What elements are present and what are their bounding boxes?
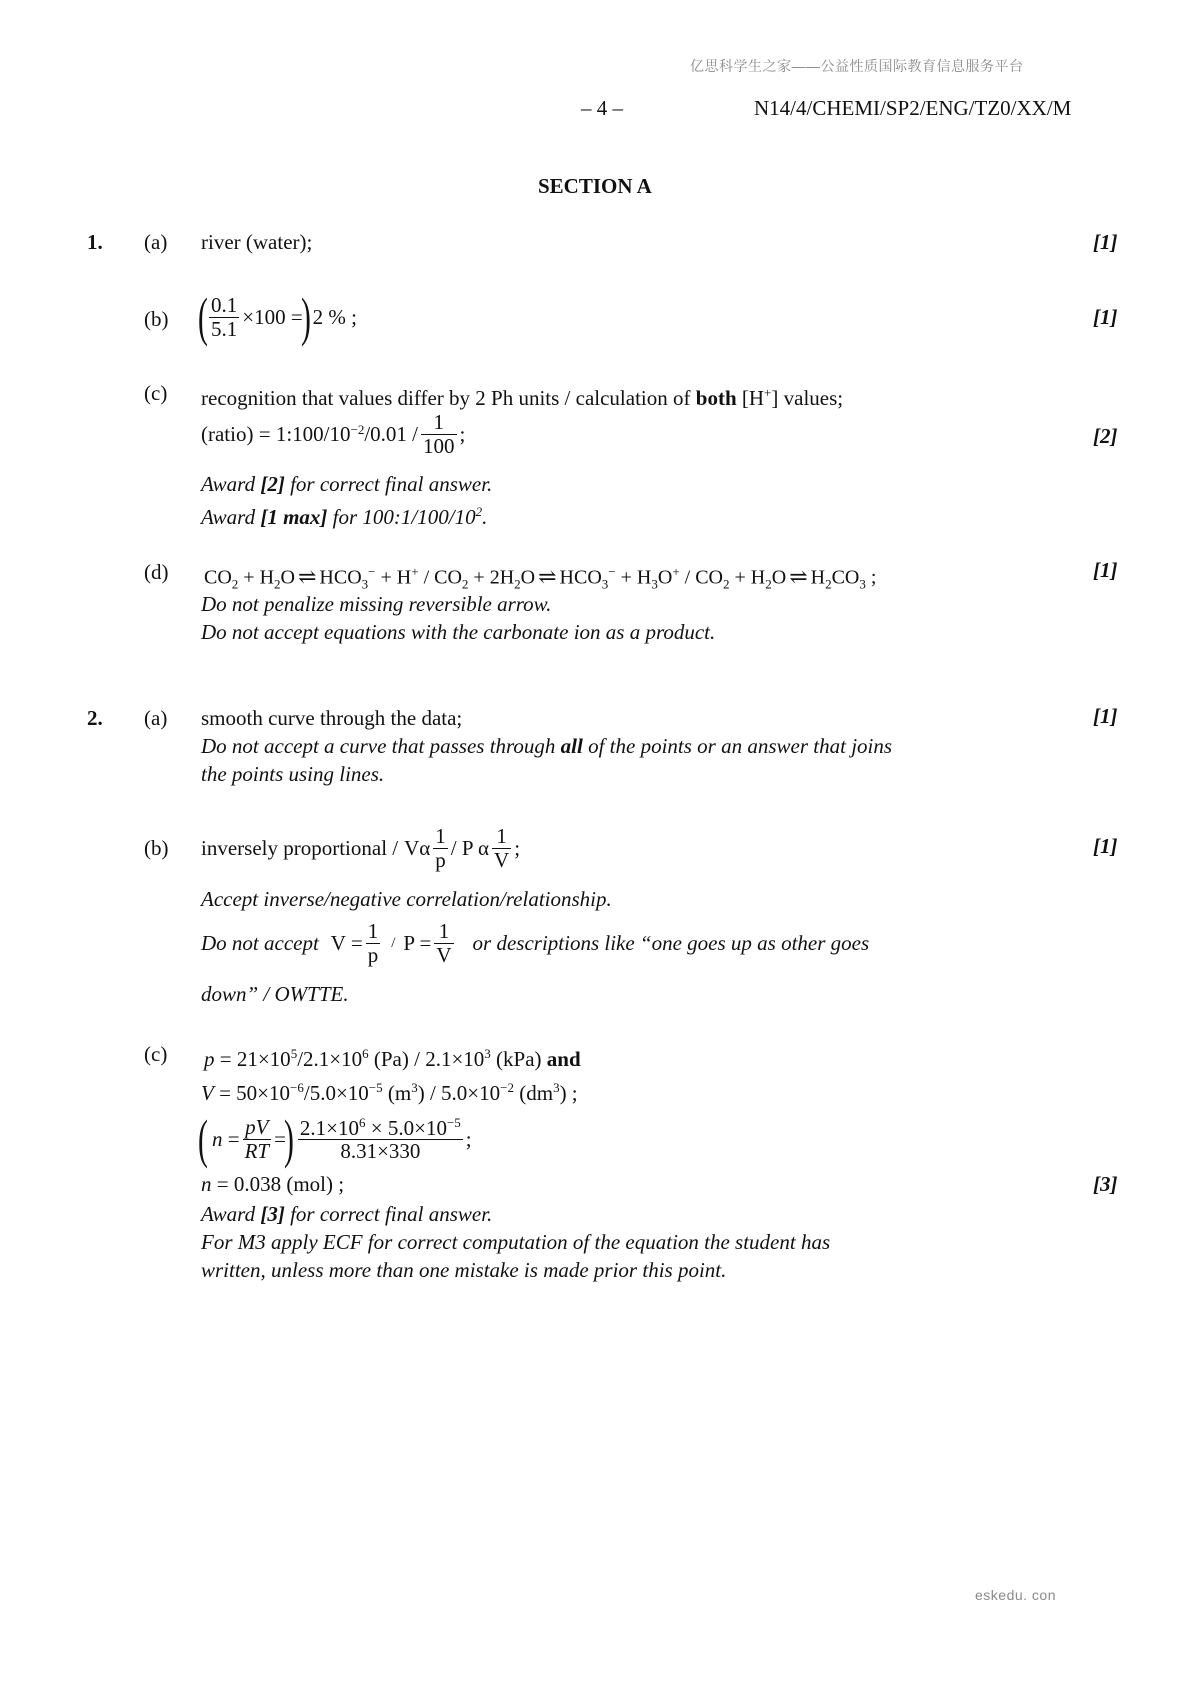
q2b-frac2: $\frac{1}{V}$	[494, 824, 510, 872]
watermark-bottom: eskedu. con	[975, 1587, 1056, 1603]
paren-close: )	[300, 286, 311, 347]
q1c-ratio-sup: −2	[350, 422, 365, 437]
q1c-ratio-pre: (ratio) = 1:100/10	[201, 422, 351, 446]
q2c-note1-bold: [3]	[260, 1202, 285, 1226]
q1c-ratio-den: 100	[423, 433, 455, 458]
section-title: SECTION A	[538, 174, 652, 198]
q2b-note2-pre: Do not accept	[201, 931, 319, 955]
q2b-note1: Accept inverse/negative correlation/relationship.	[201, 887, 612, 911]
q2b-note3: down” / OWTTE.	[201, 982, 349, 1006]
q1c-note1-pre: Award	[201, 472, 261, 496]
q2c-note1	[201, 1200, 492, 1228]
q2c-frac-calc: $\frac{2.1\times 10^6 \times 5.0\times 10^{-5}}{8.31\times 330}$	[299, 1114, 461, 1163]
q1d-label: (d)	[144, 560, 169, 584]
q2c-line2: $V = 50\times 10^{-6}/5.0\times 10^{-5}$ $(m^3) / 5.0\times 10^{-2}$ $(dm^3)$ ;	[201, 1080, 578, 1105]
q2c-and: and	[546, 1047, 581, 1071]
q1d-note1: Do not penalize missing reversible arrow.	[201, 592, 552, 616]
q2c-paren-close: )	[283, 1108, 294, 1169]
q1b-label: (b)	[144, 307, 169, 331]
q2c-line3: ( n = $\frac{pV}{RT}$ = ) $\frac{2.1\times 10^6 \times 5.0\times 10^{-5}}{8.31\times 330}$ ;	[198, 1108, 472, 1169]
q1a-mark: [1]	[1093, 230, 1118, 254]
question-1-number: 1.	[87, 230, 103, 254]
q1c-note1	[201, 470, 492, 498]
q1a-label: (a)	[144, 230, 168, 254]
q1c-label: (c)	[144, 381, 168, 405]
q2c-frac-pv-rt: $\frac{pV}{RT}$	[244, 1115, 270, 1163]
q1d-mark: [1]	[1093, 558, 1118, 582]
page-number: – 4 –	[581, 96, 623, 120]
q2c-mark: [3]	[1093, 1172, 1118, 1196]
q1b-denominator: 5.1	[210, 316, 238, 341]
q2b-answer: inversely proportional / Vα $\frac{1}{p}$ / P α $\frac{1}{V}$ ;	[201, 824, 521, 872]
q1c-note1-post: for correct final answer.	[284, 472, 493, 496]
q2b-mark: [1]	[1093, 834, 1118, 858]
q1c-note1-bold: [2]	[260, 472, 285, 496]
q1d-note2: Do not accept equations with the carbonate ion as a product.	[201, 620, 716, 644]
q1a-answer: river (water);	[201, 230, 313, 254]
q1c-line1-sup: +	[764, 385, 772, 400]
q2b-note-frac1: $\frac{1}{p}$	[367, 919, 379, 967]
q1b-mark: [1]	[1093, 305, 1118, 329]
q2b-note-frac2: $\frac{1}{V}$	[436, 919, 452, 967]
q2c-label: (c)	[144, 1042, 168, 1066]
q1c-ratio	[201, 406, 465, 462]
q2a-note1	[201, 732, 892, 760]
q1b-numerator: 0.1	[210, 293, 238, 318]
q2a-answer: smooth curve through the data;	[201, 706, 463, 730]
q2c-note3: written, unless more than one mistake is made prior this point.	[201, 1258, 727, 1282]
paren-open: (	[198, 286, 208, 347]
q1b-answer	[200, 282, 357, 352]
q2a-note1-bold: all	[560, 734, 583, 758]
q1c-line1-text: recognition that values differ by 2 Ph units / calculation of	[201, 386, 696, 410]
q2c-note2: For M3 apply ECF for correct computation of the equation the student has	[201, 1230, 831, 1254]
q2b-answer-text: inversely proportional /	[201, 836, 399, 860]
q1c-note2-end: .	[482, 505, 488, 529]
q2c-note1-pre: Award	[201, 1202, 261, 1226]
q1c-note2-post: for 100:1/100/10	[327, 505, 476, 529]
q1c-note2	[201, 498, 487, 531]
q1c-mark: [2]	[1093, 424, 1118, 448]
q2b-label: (b)	[144, 836, 169, 860]
q1c-line1-h: [H	[736, 386, 765, 410]
q1c-note2-sup: 2	[475, 504, 483, 519]
q1d-equations: $CO_2 + H_2O$ ⇌ $HCO_3^- + H^+ / CO_2 + 2H_2O$ ⇌ $HCO_3^- + H_3O^+ / CO_2 + H_2O$ ⇌ $H_2CO_3$ ;	[204, 563, 877, 592]
q1c-note2-pre: Award	[201, 505, 261, 529]
q2b-note2-post: or descriptions like “one goes up as other goes	[472, 931, 870, 955]
q1c-ratio-mid: /0.01 /	[364, 422, 418, 446]
q1c-ratio-end: ;	[459, 422, 466, 446]
q2a-note1-post: of the points or an answer that joins	[582, 734, 893, 758]
q1b-fraction	[209, 294, 239, 339]
q2c-line1: $p = 21\times 10^5/2.1\times 10^6$ $(Pa) / 2.1\times 10^3$ (kPa) and	[204, 1046, 581, 1071]
q1c-note2-bold: [1 max]	[260, 505, 328, 529]
q1c-line1-bold: both	[695, 386, 737, 410]
q1c-line1-end: ] values;	[771, 386, 844, 410]
q2a-mark: [1]	[1093, 704, 1118, 728]
q2c-answer: n = 0.038 (mol) ;	[201, 1172, 345, 1196]
watermark-top: 亿思科学生之家——公益性质国际教育信息服务平台	[690, 58, 1024, 74]
q2a-note2: the points using lines.	[201, 762, 385, 786]
q2a-note1-pre: Do not accept a curve that passes through	[201, 734, 561, 758]
q1b-times: ×100 =	[242, 305, 303, 329]
q1b-result: 2 % ;	[312, 305, 357, 329]
document-code: N14/4/CHEMI/SP2/ENG/TZ0/XX/M	[754, 96, 1072, 120]
q1c-ratio-num: 1	[421, 411, 457, 434]
q2c-paren-open: (	[198, 1108, 208, 1169]
q2b-note2: Do not accept V = $\frac{1}{p}$ / P = $\frac{1}{V}$ or descriptions like “one goes up as other goes	[201, 919, 870, 967]
q1c-ratio-fraction	[421, 411, 457, 456]
q2c-note1-post: for correct final answer.	[284, 1202, 493, 1226]
q2b-frac1: $\frac{1}{p}$	[435, 824, 446, 872]
question-2-number: 2.	[87, 706, 103, 730]
q2a-label: (a)	[144, 706, 168, 730]
